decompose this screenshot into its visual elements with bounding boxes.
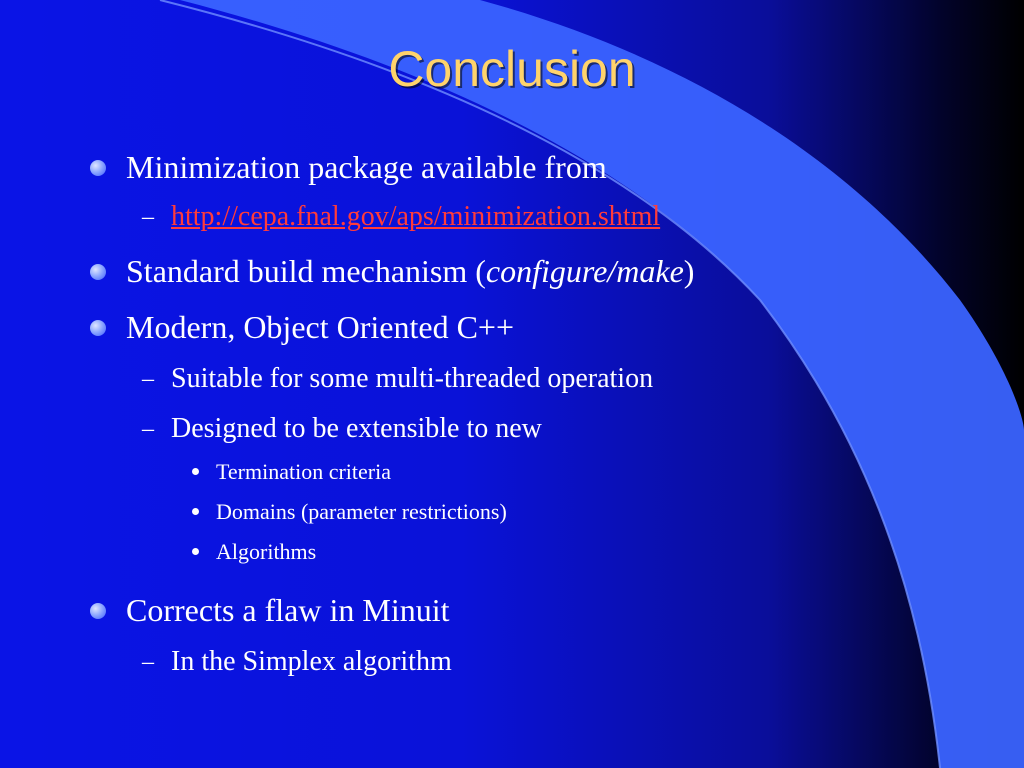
sub-bullet-item [90, 200, 950, 234]
dash-icon: – [142, 649, 154, 675]
bullet-text: Minimization package available from [126, 149, 607, 185]
slide-title: Conclusion [388, 41, 636, 97]
bullet-text: Corrects a flaw in Minuit [126, 592, 450, 628]
bullet-item [90, 308, 950, 346]
sub-sub-bullet-item [90, 538, 950, 566]
bullet-dot-icon [90, 160, 106, 176]
sub-bullet-text: Suitable for some multi-threaded operation [171, 363, 654, 394]
bullet-text-suffix: ) [683, 253, 695, 289]
sub-sub-bullet-text: Domains (parameter restrictions) [216, 499, 507, 524]
small-dot-icon [192, 468, 199, 475]
sub-bullet-text: Designed to be extensible to new [171, 413, 542, 444]
minimization-url-link[interactable]: http://cepa.fnal.gov/aps/minimization.shtml [171, 201, 661, 232]
sub-sub-bullet-text: Termination criteria [216, 459, 391, 484]
bullet-text: Modern, Object Oriented C++ [126, 309, 514, 345]
bullet-text-emphasis: configure/make [485, 253, 684, 289]
sub-sub-bullet-item [90, 498, 950, 526]
bullet-item [90, 148, 950, 186]
sub-sub-bullet-item [90, 458, 950, 486]
dash-icon: – [142, 366, 154, 392]
sub-bullet-item [90, 412, 950, 446]
dash-icon: – [142, 416, 154, 442]
sub-sub-bullet-text: Algorithms [216, 539, 317, 564]
bullet-text-prefix: Standard build mechanism ( [126, 253, 486, 289]
sub-bullet-text: In the Simplex algorithm [171, 646, 452, 677]
sub-bullet-item [90, 645, 950, 679]
slide-bullet-list [90, 148, 950, 679]
bullet-dot-icon [90, 320, 106, 336]
bullet-dot-icon [90, 603, 106, 619]
sub-bullet-item [90, 362, 950, 396]
small-dot-icon [192, 548, 199, 555]
small-dot-icon [192, 508, 199, 515]
bullet-dot-icon [90, 264, 106, 280]
dash-icon: – [142, 204, 154, 230]
bullet-item [90, 252, 950, 290]
bullet-item [90, 591, 950, 629]
